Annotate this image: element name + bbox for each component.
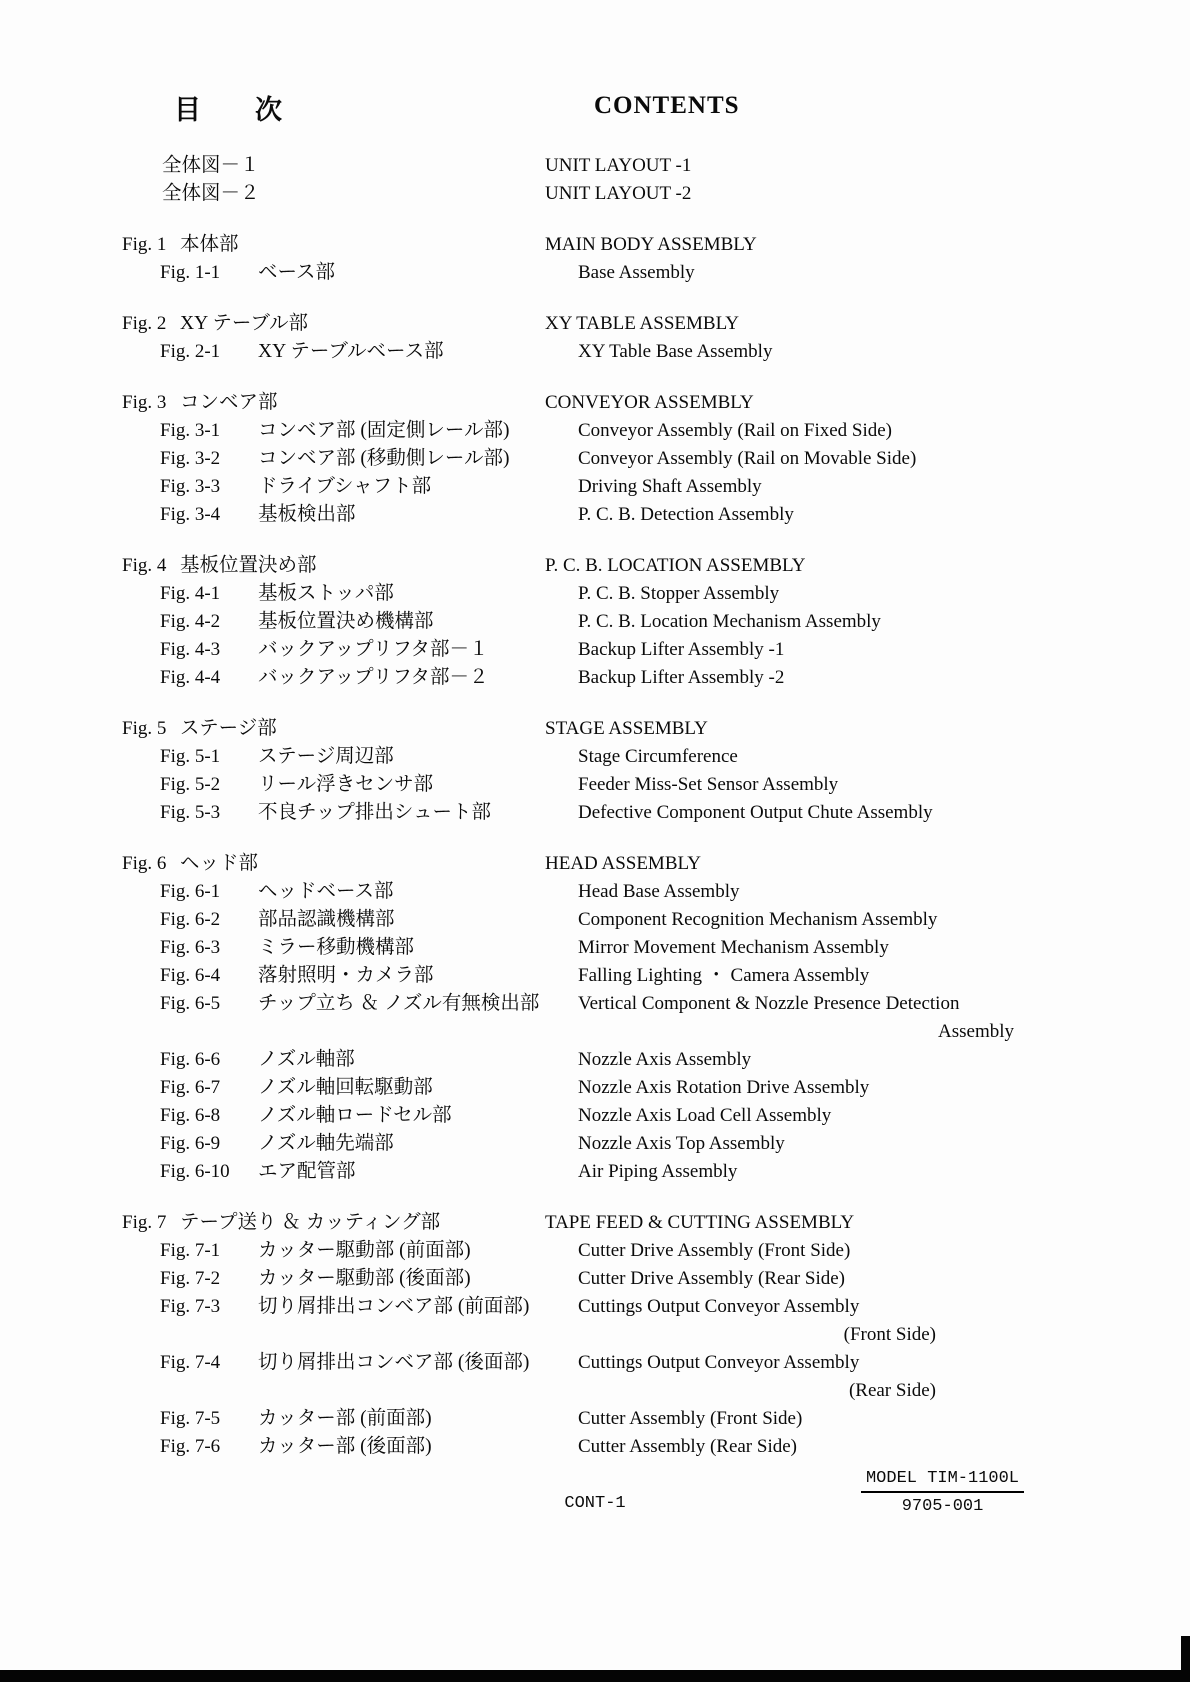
toc-row [0,934,1190,962]
footer-model-name: MODEL TIM-1100L [861,1469,1024,1493]
toc-row [0,1433,1190,1461]
toc-row [0,259,1190,287]
toc-row [0,231,1190,259]
figure-label: Fig. 4-4 [160,667,221,688]
figure-label: Fig. 6-4 [160,965,221,986]
entry-title-en-continued: Assembly [938,1021,1014,1042]
entry-title-jp: カッター部 (前面部) [258,1408,432,1429]
toc-row [0,799,1190,827]
entry-title-jp: コンベア部 [180,392,278,413]
toc-row [0,1293,1190,1321]
toc-row [0,1209,1190,1237]
entry-title-jp: XY テーブル部 [180,313,309,334]
toc-row [0,338,1190,366]
figure-label: Fig. 1 [122,234,167,255]
scan-edge-artifact-bottom [0,1670,1190,1682]
entry-title-jp: 基板位置決め部 [180,555,317,576]
figure-label: Fig. 7-1 [160,1240,221,1261]
entry-title-jp: ステージ周辺部 [258,746,394,767]
toc-row-continuation [0,1321,1190,1349]
entry-title-jp: ノズル軸先端部 [258,1133,394,1154]
entry-title-en: Air Piping Assembly [578,1161,738,1182]
entry-title-en: UNIT LAYOUT -2 [545,183,692,204]
entry-title-jp: 部品認識機構部 [258,909,395,930]
figure-label: Fig. 3 [122,392,167,413]
entry-title-jp: ヘッド部 [180,853,259,874]
entry-title-jp: バックアップリフタ部－２ [258,667,489,688]
entry-title-en: Cutter Assembly (Front Side) [578,1408,803,1429]
entry-title-jp: 不良チップ排出シュート部 [258,802,492,823]
figure-label: Fig. 6-3 [160,937,221,958]
figure-label: Fig. 5 [122,718,167,739]
figure-label: Fig. 6-5 [160,993,221,1014]
toc-row [0,1046,1190,1074]
entry-title-en: Nozzle Axis Top Assembly [578,1133,785,1154]
entry-title-en: Driving Shaft Assembly [578,476,762,497]
entry-title-en: Cutter Drive Assembly (Rear Side) [578,1268,846,1289]
entry-title-jp: チップ立ち ＆ ノズル有無検出部 [258,993,540,1014]
figure-label: Fig. 6-8 [160,1105,221,1126]
entry-title-jp: エア配管部 [258,1161,356,1182]
toc-row [0,990,1190,1018]
entry-title-jp: ヘッドベース部 [258,881,394,902]
figure-label: Fig. 6-6 [160,1049,221,1070]
entry-title-jp: 全体図－１ [162,155,260,176]
figure-label: Fig. 5-1 [160,746,221,767]
entry-title-jp: カッター駆動部 (後面部) [258,1268,471,1289]
toc-row [0,152,1190,180]
entry-title-jp: 全体図－２ [162,183,260,204]
toc-group [0,1209,1190,1461]
entry-title-en: Nozzle Axis Load Cell Assembly [578,1105,832,1126]
entry-title-en: Head Base Assembly [578,881,740,902]
toc-group [0,552,1190,692]
figure-label: Fig. 4-2 [160,611,221,632]
entry-title-jp: コンベア部 (固定側レール部) [258,420,510,441]
entry-title-en: TAPE FEED & CUTTING ASSEMBLY [545,1212,855,1233]
toc-row [0,473,1190,501]
entry-title-en: P. C. B. Stopper Assembly [578,583,780,604]
entry-title-en: Nozzle Axis Rotation Drive Assembly [578,1077,870,1098]
entry-title-jp: カッター駆動部 (前面部) [258,1240,471,1261]
entry-title-en: UNIT LAYOUT -1 [545,155,692,176]
figure-label: Fig. 5-2 [160,774,221,795]
entry-title-en: Mirror Movement Mechanism Assembly [578,937,889,958]
toc-group [0,715,1190,827]
model-box [861,1469,1024,1516]
figure-label: Fig. 7-4 [160,1352,221,1373]
toc-row [0,310,1190,338]
entry-title-en: Cuttings Output Conveyor Assembly [578,1352,860,1373]
entry-title-en-continued: (Rear Side) [848,1380,936,1401]
figure-label: Fig. 4 [122,555,167,576]
toc-row [0,1102,1190,1130]
entry-title-en: HEAD ASSEMBLY [545,853,701,874]
toc-group [0,850,1190,1186]
entry-title-en: CONVEYOR ASSEMBLY [545,392,754,413]
figure-label: Fig. 7 [122,1212,167,1233]
toc-row [0,664,1190,692]
scan-edge-artifact-corner [1181,1636,1190,1682]
entry-title-jp: 切り屑排出コンベア部 (前面部) [258,1296,530,1317]
toc-row [0,1130,1190,1158]
footer-doc-number: 9705-001 [901,1497,984,1516]
entry-title-jp: ノズル軸ロードセル部 [258,1105,452,1126]
toc-group [0,231,1190,287]
toc-row [0,1074,1190,1102]
entry-title-jp: 切り屑排出コンベア部 (後面部) [258,1352,530,1373]
entry-title-en: Cutter Drive Assembly (Front Side) [578,1240,851,1261]
figure-label: Fig. 7-6 [160,1436,221,1457]
page-title-jp: 目 次 [174,95,282,125]
entry-title-en: Conveyor Assembly (Rail on Fixed Side) [578,420,893,441]
toc-row [0,850,1190,878]
figure-label: Fig. 6 [122,853,167,874]
toc-row [0,878,1190,906]
entry-title-en: P. C. B. LOCATION ASSEMBLY [545,555,806,576]
toc-row [0,501,1190,529]
entry-title-jp: カッター部 (後面部) [258,1436,432,1457]
page-title-en: CONTENTS [594,92,740,119]
figure-label: Fig. 3-2 [160,448,221,469]
entry-title-en: Component Recognition Mechanism Assembly [578,909,938,930]
toc-row [0,445,1190,473]
entry-title-en: P. C. B. Location Mechanism Assembly [578,611,881,632]
entry-title-en: Vertical Component & Nozzle Presence Detection [578,993,960,1014]
entry-title-en: STAGE ASSEMBLY [545,718,708,739]
entry-title-jp: ベース部 [258,262,336,283]
entry-title-en: Defective Component Output Chute Assembly [578,802,933,823]
figure-label: Fig. 4-1 [160,583,221,604]
toc-row [0,1405,1190,1433]
toc-row [0,1265,1190,1293]
entry-title-jp: 本体部 [180,234,239,255]
figure-label: Fig. 7-5 [160,1408,221,1429]
toc-row-continuation [0,1377,1190,1405]
entry-title-jp: XY テーブルベース部 [258,341,444,362]
entry-title-jp: ステージ部 [180,718,277,739]
figure-label: Fig. 7-2 [160,1268,221,1289]
toc-row [0,608,1190,636]
figure-label: Fig. 6-2 [160,909,221,930]
entry-title-en: XY Table Base Assembly [578,341,773,362]
entry-title-jp: 基板ストッパ部 [258,583,394,604]
entry-title-en: Backup Lifter Assembly -2 [578,667,785,688]
toc-group [0,152,1190,208]
figure-label: Fig. 1-1 [160,262,221,283]
entry-title-en: P. C. B. Detection Assembly [578,504,794,525]
figure-label: Fig. 7-3 [160,1296,221,1317]
entry-title-jp: リール浮きセンサ部 [258,774,434,795]
entry-title-en: Conveyor Assembly (Rail on Movable Side) [578,448,917,469]
toc-group [0,389,1190,529]
entry-title-en: Stage Circumference [578,746,738,767]
toc-list [0,152,1190,1484]
entry-title-jp: 基板位置決め機構部 [258,611,434,632]
toc-row [0,417,1190,445]
figure-label: Fig. 5-3 [160,802,221,823]
entry-title-en: XY TABLE ASSEMBLY [545,313,739,334]
entry-title-jp: バックアップリフタ部－１ [258,639,489,660]
toc-row [0,771,1190,799]
entry-title-jp: テープ送り ＆ カッティング部 [180,1212,441,1233]
toc-row [0,636,1190,664]
toc-row [0,1158,1190,1186]
figure-label: Fig. 6-7 [160,1077,221,1098]
figure-label: Fig. 2-1 [160,341,221,362]
figure-label: Fig. 6-1 [160,881,221,902]
entry-title-en: Feeder Miss-Set Sensor Assembly [578,774,839,795]
entry-title-en: Nozzle Axis Assembly [578,1049,752,1070]
entry-title-jp: 落射照明・カメラ部 [258,965,434,986]
toc-row [0,906,1190,934]
toc-row [0,1349,1190,1377]
figure-label: Fig. 3-3 [160,476,221,497]
figure-label: Fig. 3-1 [160,420,221,441]
entry-title-jp: ドライブシャフト部 [258,476,432,497]
entry-title-en: MAIN BODY ASSEMBLY [545,234,757,255]
footer-page-number: CONT-1 [564,1494,626,1513]
entry-title-en: Backup Lifter Assembly -1 [578,639,785,660]
toc-row [0,580,1190,608]
toc-row [0,743,1190,771]
entry-title-jp: ノズル軸回転駆動部 [258,1077,433,1098]
figure-label: Fig. 6-10 [160,1161,230,1182]
figure-label: Fig. 2 [122,313,167,334]
entry-title-en: Base Assembly [578,262,695,283]
toc-row [0,715,1190,743]
entry-title-jp: コンベア部 (移動側レール部) [258,448,510,469]
entry-title-en-continued: (Front Side) [843,1324,936,1345]
toc-row [0,389,1190,417]
toc-row [0,962,1190,990]
figure-label: Fig. 4-3 [160,639,221,660]
toc-row [0,1237,1190,1265]
entry-title-jp: 基板検出部 [258,504,356,525]
toc-row-continuation [0,1018,1190,1046]
toc-row [0,180,1190,208]
entry-title-en: Falling Lighting ・ Camera Assembly [578,965,870,986]
toc-row [0,552,1190,580]
entry-title-en: Cutter Assembly (Rear Side) [578,1436,797,1457]
toc-group [0,310,1190,366]
figure-label: Fig. 3-4 [160,504,221,525]
figure-label: Fig. 6-9 [160,1133,221,1154]
entry-title-jp: ミラー移動機構部 [258,937,415,958]
entry-title-jp: ノズル軸部 [258,1049,355,1070]
entry-title-en: Cuttings Output Conveyor Assembly [578,1296,860,1317]
